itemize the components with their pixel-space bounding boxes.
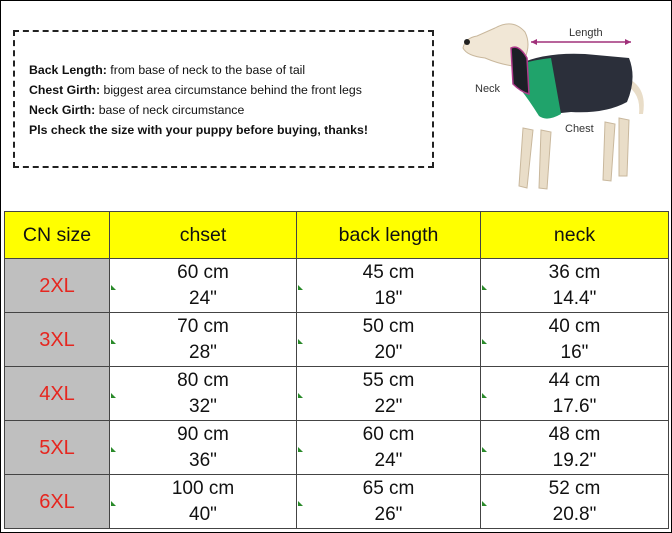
back-length-cell: 45 cm 18" bbox=[297, 259, 481, 313]
neck-cell: 48 cm 19.2" bbox=[481, 421, 669, 475]
note-chest-girth: Chest Girth: biggest area circumstance behind the front legs bbox=[29, 83, 362, 97]
chest-cell: 100 cm 40" bbox=[110, 475, 297, 529]
back-length-cell: 60 cm 24" bbox=[297, 421, 481, 475]
diagram-neck-label: Neck bbox=[475, 83, 501, 95]
size-cell: 4XL bbox=[5, 367, 110, 421]
neck-cell: 40 cm 16" bbox=[481, 313, 669, 367]
neck-cell: 52 cm 20.8" bbox=[481, 475, 669, 529]
size-cell: 6XL bbox=[5, 475, 110, 529]
back-length-cell: 55 cm 22" bbox=[297, 367, 481, 421]
note-advice: Pls check the size with your puppy before buying, thanks! bbox=[29, 123, 368, 137]
header-cn-size: CN size bbox=[5, 212, 110, 259]
neck-cell: 36 cm 14.4" bbox=[481, 259, 669, 313]
note-back-length: Back Length: from base of neck to the base of tail bbox=[29, 63, 306, 77]
size-cell: 3XL bbox=[5, 313, 110, 367]
size-table-header bbox=[5, 212, 669, 259]
diagram-length-label: Length bbox=[569, 27, 603, 39]
neck-cell: 44 cm 17.6" bbox=[481, 367, 669, 421]
measurement-notes-box bbox=[13, 30, 434, 168]
note-neck-girth: Neck Girth: base of neck circumstance bbox=[29, 103, 245, 117]
header-neck: neck bbox=[481, 212, 669, 259]
table-row bbox=[5, 313, 669, 367]
table-row bbox=[5, 421, 669, 475]
table-row bbox=[5, 475, 669, 529]
chest-cell: 80 cm 32" bbox=[110, 367, 297, 421]
table-row bbox=[5, 259, 669, 313]
diagram-chest-label: Chest bbox=[565, 123, 594, 135]
chest-cell: 60 cm 24" bbox=[110, 259, 297, 313]
size-cell: 5XL bbox=[5, 421, 110, 475]
table-row bbox=[5, 367, 669, 421]
chest-cell: 70 cm 28" bbox=[110, 313, 297, 367]
measurement-notes bbox=[29, 60, 368, 140]
header-back-length: back length bbox=[297, 212, 481, 259]
back-length-cell: 65 cm 26" bbox=[297, 475, 481, 529]
size-cell: 2XL bbox=[5, 259, 110, 313]
dog-measurement-diagram bbox=[455, 18, 655, 196]
back-length-cell: 50 cm 20" bbox=[297, 313, 481, 367]
chest-cell: 90 cm 36" bbox=[110, 421, 297, 475]
size-table bbox=[4, 211, 669, 529]
header-chest: chset bbox=[110, 212, 297, 259]
